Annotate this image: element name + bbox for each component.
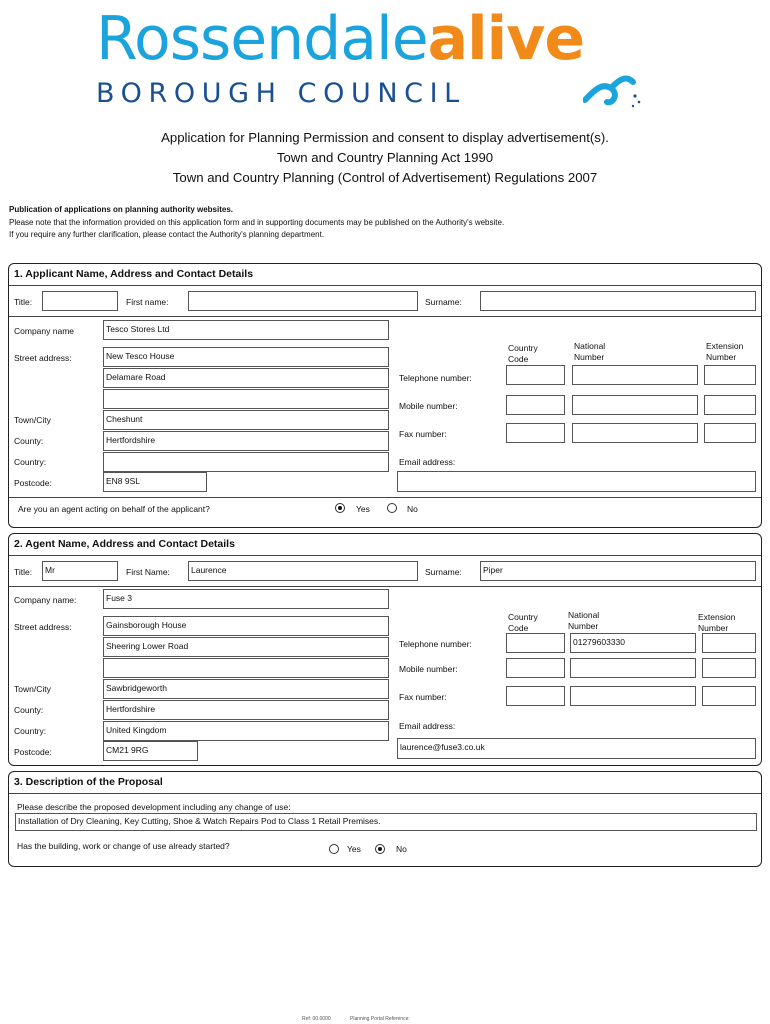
applicant-first-name-label: First name: (126, 297, 169, 307)
applicant-fax-country-code[interactable] (506, 423, 565, 443)
applicant-fax-national[interactable] (572, 423, 698, 443)
footer-ref: Ref: 00.0000 (302, 1016, 331, 1022)
applicant-mobile-label: Mobile number: (399, 401, 458, 411)
applicant-title-label: Title: (14, 297, 33, 307)
started-question-label: Has the building, work or change of use already started? (17, 841, 230, 851)
description-section (8, 771, 762, 867)
applicant-fax-label: Fax number: (399, 429, 447, 439)
logo-swoosh-icon (583, 66, 643, 112)
form-title-line-3: Town and Country Planning (Control of Advertisement) Regulations 2007 (172, 170, 598, 185)
publication-heading: Publication of applications on planning authority websites. (9, 205, 234, 214)
agent-title-field[interactable]: Mr (42, 561, 118, 581)
applicant-email-label: Email address: (399, 457, 456, 467)
agent-postcode-field[interactable]: CM21 9RG (103, 741, 198, 761)
applicant-section (8, 263, 762, 528)
section-2-title: 2. Agent Name, Address and Contact Details (14, 538, 235, 550)
started-yes-label: Yes (347, 844, 361, 854)
applicant-company-label: Company name (14, 326, 75, 336)
applicant-title-field[interactable] (42, 291, 118, 311)
agent-company-label: Company name: (14, 595, 77, 605)
applicant-street-line-3[interactable] (103, 389, 389, 409)
agent-country-field[interactable]: United Kingdom (103, 721, 389, 741)
agent-street-line-2[interactable]: Sheering Lower Road (103, 637, 389, 657)
agent-country-code-header: Country Code (508, 612, 538, 633)
agent-first-name-label: First Name: (126, 567, 170, 577)
form-title-line-2: Town and Country Planning Act 1990 (276, 150, 494, 165)
applicant-town-label: Town/City (14, 415, 51, 425)
agent-fax-country-code[interactable] (506, 686, 565, 706)
council-logo: Rossendalealive (96, 4, 585, 74)
footer-portal-reference: Planning Portal Reference: (350, 1016, 410, 1022)
applicant-street-label: Street address: (14, 353, 72, 363)
applicant-first-name-field[interactable] (188, 291, 418, 311)
agent-telephone-country-code[interactable] (506, 633, 565, 653)
agent-telephone-label: Telephone number: (399, 639, 472, 649)
agent-first-name-field[interactable]: Laurence (188, 561, 418, 581)
applicant-surname-field[interactable] (480, 291, 756, 311)
applicant-telephone-country-code[interactable] (506, 365, 565, 385)
applicant-company-field[interactable]: Tesco Stores Ltd (103, 320, 389, 340)
applicant-fax-extension[interactable] (704, 423, 756, 443)
country-code-header: Country Code (508, 343, 538, 364)
applicant-telephone-national[interactable] (572, 365, 698, 385)
applicant-mobile-extension[interactable] (704, 395, 756, 415)
started-yes-radio[interactable] (329, 844, 339, 854)
agent-national-number-header: National Number (568, 610, 600, 631)
agent-mobile-label: Mobile number: (399, 664, 458, 674)
agent-postcode-label: Postcode: (14, 747, 52, 757)
agent-street-line-1[interactable]: Gainsborough House (103, 616, 389, 636)
form-title-line-1: Application for Planning Permission and consent to display advertisement(s). (161, 130, 609, 145)
agent-section (8, 533, 762, 766)
agent-extension-number-header: Extension Number (698, 612, 736, 633)
started-no-label: No (396, 844, 407, 854)
agent-yes-label: Yes (356, 504, 370, 514)
extension-number-header: Extension Number (706, 341, 744, 362)
applicant-mobile-country-code[interactable] (506, 395, 565, 415)
agent-no-label: No (407, 504, 418, 514)
agent-county-label: County: (14, 705, 44, 715)
section-1-title: 1. Applicant Name, Address and Contact Details (14, 268, 254, 280)
agent-street-line-3[interactable] (103, 658, 389, 678)
agent-town-field[interactable]: Sawbridgeworth (103, 679, 389, 699)
agent-surname-label: Surname: (425, 567, 462, 577)
description-field[interactable]: Installation of Dry Cleaning, Key Cutting, Shoe & Watch Repairs Pod to Class 1 Retail Premises. (15, 813, 757, 831)
applicant-county-field[interactable]: Hertfordshire (103, 431, 389, 451)
applicant-country-field[interactable] (103, 452, 389, 472)
publication-note-1: Please note that the information provided on this application form and in supporting documents may be published on the Authority's website. (9, 218, 505, 227)
agent-fax-extension[interactable] (702, 686, 756, 706)
agent-email-field[interactable]: laurence@fuse3.co.uk (397, 738, 756, 759)
national-number-header: National Number (574, 341, 606, 362)
agent-fax-label: Fax number: (399, 692, 447, 702)
applicant-town-field[interactable]: Cheshunt (103, 410, 389, 430)
agent-no-radio[interactable] (387, 503, 397, 513)
agent-fax-national[interactable] (570, 686, 696, 706)
agent-mobile-country-code[interactable] (506, 658, 565, 678)
applicant-mobile-national[interactable] (572, 395, 698, 415)
publication-note-2: If you require any further clarification, please contact the Authority's planning department. (9, 230, 325, 239)
agent-mobile-national[interactable] (570, 658, 696, 678)
applicant-country-label: Country: (14, 457, 47, 467)
description-prompt: Please describe the proposed development including any change of use: (17, 802, 291, 812)
applicant-email-field[interactable] (397, 471, 756, 492)
agent-town-label: Town/City (14, 684, 51, 694)
agent-email-label: Email address: (399, 721, 456, 731)
applicant-postcode-label: Postcode: (14, 478, 52, 488)
section-3-title: 3. Description of the Proposal (14, 776, 163, 788)
applicant-county-label: County: (14, 436, 44, 446)
agent-question-label: Are you an agent acting on behalf of the applicant? (18, 504, 210, 514)
applicant-telephone-extension[interactable] (704, 365, 756, 385)
agent-title-label: Title: (14, 567, 33, 577)
council-logo-subtitle: BOROUGH COUNCIL (96, 78, 466, 109)
applicant-telephone-label: Telephone number: (399, 373, 472, 383)
agent-telephone-extension[interactable] (702, 633, 756, 653)
agent-street-label: Street address: (14, 622, 72, 632)
started-no-radio[interactable] (375, 844, 385, 854)
agent-mobile-extension[interactable] (702, 658, 756, 678)
agent-country-label: Country: (14, 726, 47, 736)
agent-yes-radio[interactable] (335, 503, 345, 513)
agent-county-field[interactable]: Hertfordshire (103, 700, 389, 720)
agent-telephone-national[interactable]: 01279603330 (570, 633, 696, 653)
applicant-surname-label: Surname: (425, 297, 462, 307)
applicant-street-line-1[interactable]: New Tesco House (103, 347, 389, 367)
applicant-street-line-2[interactable]: Delamare Road (103, 368, 389, 388)
agent-company-field[interactable]: Fuse 3 (103, 589, 389, 609)
agent-surname-field[interactable]: Piper (480, 561, 756, 581)
applicant-postcode-field[interactable]: EN8 9SL (103, 472, 207, 492)
